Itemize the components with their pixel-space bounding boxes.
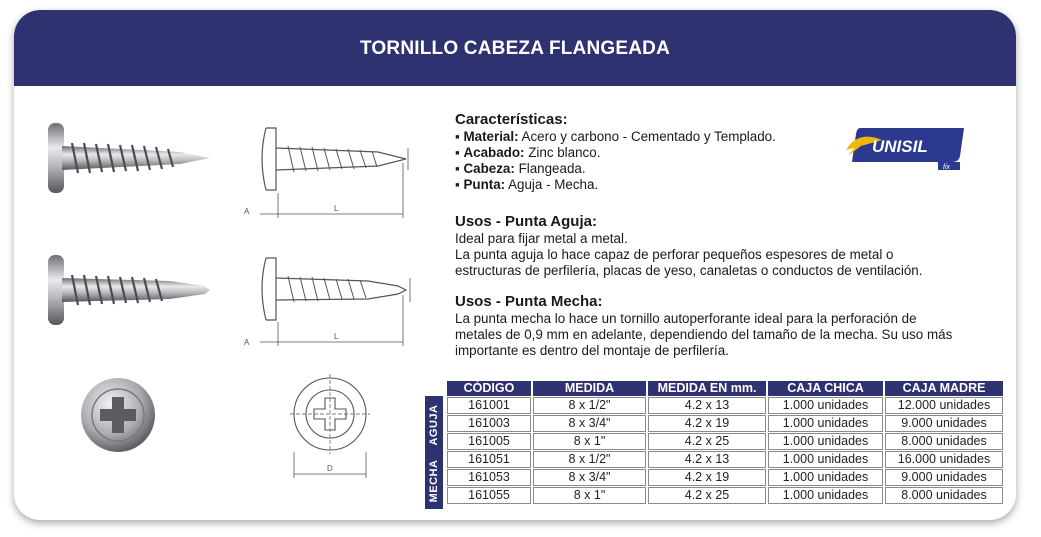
- unisil-logo: [842, 122, 967, 172]
- cell: 1.000 unidades: [768, 415, 883, 432]
- dim-label-A2: A: [244, 338, 250, 347]
- feature-item: ▪ Cabeza: Flangeada.: [455, 161, 586, 176]
- feature-item: ▪ Punta: Aguja - Mecha.: [455, 177, 599, 192]
- feature-item: ▪ Material: Acero y carbono - Cementado y Templado.: [455, 129, 776, 144]
- dim-label-L2: L: [334, 332, 339, 341]
- cell: 8 x 1": [533, 433, 646, 450]
- drawing-aguja: [238, 118, 418, 228]
- dim-label-A: A: [244, 207, 250, 216]
- page-title: TORNILLO CABEZA FLANGEADA: [359, 38, 671, 59]
- cell: 8.000 unidades: [885, 487, 1003, 504]
- cell: 161055: [447, 487, 531, 504]
- col-medida-mm: MEDIDA EN mm.: [648, 381, 766, 396]
- cell: 1.000 unidades: [768, 433, 883, 450]
- table-row: [447, 469, 1003, 486]
- cell: 4.2 x 13: [648, 397, 766, 414]
- cell: 9.000 unidades: [885, 469, 1003, 486]
- cell: 4.2 x 19: [648, 469, 766, 486]
- cell: 4.2 x 19: [648, 415, 766, 432]
- group-label-mecha: MECHA: [425, 453, 443, 509]
- text-line: Ideal para fijar metal a metal.: [455, 231, 628, 246]
- screw-photo-aguja: [40, 118, 215, 198]
- uses-aguja-section: [455, 213, 922, 279]
- col-caja-madre: CAJA MADRE: [885, 381, 1003, 396]
- text-line: estructuras de perfilería, placas de yeso, canaletas o conductos de ventilación.: [455, 263, 923, 278]
- cell: 161005: [447, 433, 531, 450]
- col-codigo: CÓDIGO: [447, 381, 531, 396]
- dim-label-D: D: [327, 464, 333, 473]
- cell: 8 x 3/4": [533, 469, 646, 486]
- col-caja-chica: CAJA CHICA: [768, 381, 883, 396]
- col-medida: MEDIDA: [533, 381, 646, 396]
- drawing-mecha: [238, 250, 418, 355]
- cell: 8 x 3/4": [533, 415, 646, 432]
- cell: 8 x 1/2": [533, 397, 646, 414]
- cell: 161003: [447, 415, 531, 432]
- feature-item: ▪ Acabado: Zinc blanco.: [455, 145, 601, 160]
- text-line: La punta aguja lo hace capaz de perforar pequeños espesores de metal o: [455, 247, 894, 262]
- table-row: [447, 433, 1003, 450]
- cell: 161001: [447, 397, 531, 414]
- table-row: [447, 451, 1003, 468]
- text-line: metales de 0,9 mm en adelante, dependiendo del tamaño de la mecha. Su uso más: [455, 327, 953, 342]
- text-line: importante es dentro del montaje de perfilería.: [455, 343, 729, 358]
- cell: 161051: [447, 451, 531, 468]
- cell: 1.000 unidades: [768, 487, 883, 504]
- uses-aguja-title: Usos - Punta Aguja:: [455, 213, 597, 230]
- cell: 1.000 unidades: [768, 451, 883, 468]
- screw-head-photo: [78, 375, 158, 455]
- table-row: [447, 487, 1003, 504]
- cell: 8.000 unidades: [885, 433, 1003, 450]
- drawing-head: [282, 372, 382, 482]
- text-line: La punta mecha lo hace un tornillo autoperforante ideal para la perforación de: [455, 311, 917, 326]
- products-table: [445, 380, 1005, 505]
- cell: 16.000 unidades: [885, 451, 1003, 468]
- cell: 1.000 unidades: [768, 469, 883, 486]
- table-row: [447, 415, 1003, 432]
- table-row: [447, 397, 1003, 414]
- cell: 12.000 unidades: [885, 397, 1003, 414]
- screw-photo-mecha: [40, 250, 215, 330]
- features-section: [455, 111, 776, 193]
- group-label-aguja: AGUJA: [425, 396, 443, 453]
- cell: 8 x 1/2": [533, 451, 646, 468]
- logo-brand-text: UNISIL: [872, 137, 928, 156]
- cell: 4.2 x 25: [648, 487, 766, 504]
- cell: 4.2 x 13: [648, 451, 766, 468]
- uses-mecha-title: Usos - Punta Mecha:: [455, 293, 603, 310]
- dim-label-L: L: [334, 204, 339, 213]
- table-header-row: [447, 381, 1003, 396]
- uses-mecha-section: [455, 293, 952, 359]
- cell: 9.000 unidades: [885, 415, 1003, 432]
- cell: 8 x 1": [533, 487, 646, 504]
- header-bar: [14, 10, 1016, 86]
- cell: 161053: [447, 469, 531, 486]
- logo-sub-text: fix: [943, 164, 950, 171]
- cell: 4.2 x 25: [648, 433, 766, 450]
- cell: 1.000 unidades: [768, 397, 883, 414]
- features-title: Características:: [455, 111, 568, 128]
